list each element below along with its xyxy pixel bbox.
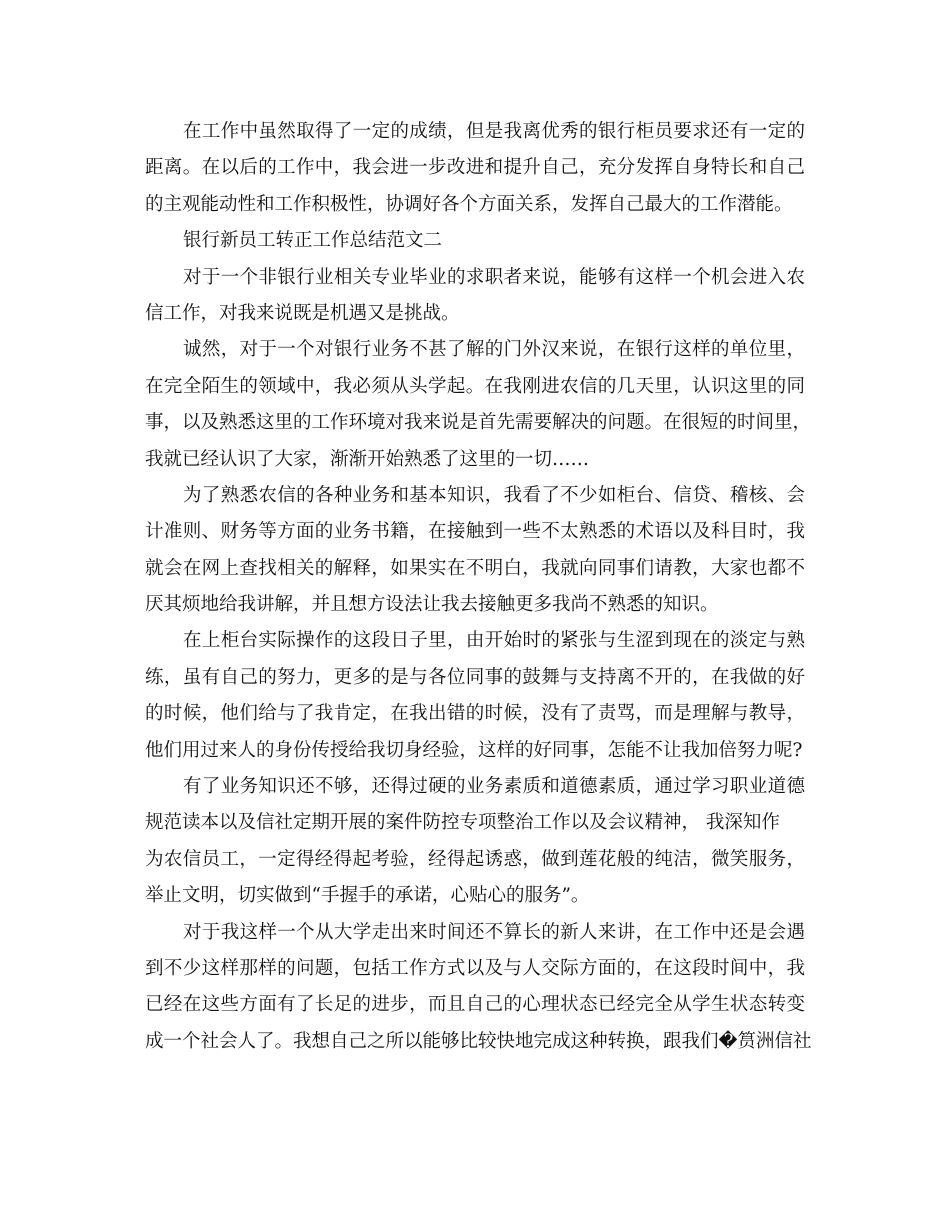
- section-heading: 银行新员工转正工作总结范文二: [183, 230, 443, 252]
- text-line: 的时候，他们给与了我肯定，在我出错的时候，没有了责骂，而是理解与教导，: [145, 703, 805, 725]
- text-line: 就会在网上查找相关的解释，如果实在不明白，我就向同事们请教，大家也都不: [145, 557, 805, 579]
- document-body: [145, 114, 812, 1060]
- text-line: 成一个社会人了。我想自己之所以能够比较快地完成这种转换，跟我们�筼洲信社: [145, 1030, 812, 1052]
- text-line: 为了熟悉农信的各种业务和基本知识，我看了不少如柜台、信贷、稽核、会: [183, 484, 805, 506]
- text-line: 对于我这样一个从大学走出来时间还不算长的新人来讲，在工作中还是会遇: [183, 921, 805, 943]
- text-line: 有了业务知识还不够，还得过硬的业务素质和道德素质，通过学习职业道德: [183, 776, 805, 798]
- text-line: 在上柜台实际操作的这段日子里，由开始时的紧张与生涩到现在的淡定与熟: [183, 630, 805, 652]
- text-line: 信工作，对我来说既是机遇又是挑战。: [145, 302, 460, 324]
- text-line: 规范读本以及信社定期开展的案件防控专项整治工作以及会议精神， 我深知作: [145, 812, 780, 834]
- text-line: 举止文明，切实做到“手握手的承诺，心贴心的服务”。: [145, 885, 590, 907]
- text-line: 计准则、财务等方面的业务书籍，在接触到一些不太熟悉的术语以及科目时，我: [145, 521, 805, 543]
- text-line: 已经在这些方面有了长足的进步，而且自己的心理状态已经完全从学生状态转变: [145, 994, 805, 1016]
- text-line: 的主观能动性和工作积极性，协调好各个方面关系，发挥自己最大的工作潜能。: [145, 193, 793, 215]
- text-line: 厌其烦地给我讲解，并且想方设法让我去接触更多我尚不熟悉的知识。: [145, 594, 719, 616]
- text-line: 为农信员工，一定得经得起考验，经得起诱惑，做到莲花般的纯洁，微笑服务，: [145, 848, 805, 870]
- text-line: 他们用过来人的身份传授给我切身经验，这样的好同事，怎能不让我加倍努力呢?: [145, 739, 803, 761]
- text-line: 练，虽有自己的努力，更多的是与各位同事的鼓舞与支持离不开的，在我做的好: [145, 666, 805, 688]
- text-line: 在完全陌生的领域中，我必须从头学起。在我刚进农信的几天里，认识这里的同: [145, 375, 805, 397]
- text-line: 诚然，对于一个对银行业务不甚了解的门外汉来说，在银行这样的单位里，: [183, 339, 805, 361]
- text-line: 到不少这样那样的问题，包括工作方式以及与人交际方面的，在这段时间中，我: [145, 957, 805, 979]
- text-line: 事，以及熟悉这里的工作环境对我来说是首先需要解决的问题。在很短的时间里，: [145, 412, 812, 434]
- text-line: 我就已经认识了大家，渐渐开始熟悉了这里的一切……: [145, 448, 590, 470]
- text-line: 距离。在以后的工作中，我会进一步改进和提升自己，充分发挥自身特长和自己: [145, 157, 805, 179]
- text-line: 在工作中虽然取得了一定的成绩，但是我离优秀的银行柜员要求还有一定的: [183, 121, 805, 142]
- text-line: 对于一个非银行业相关专业毕业的求职者来说，能够有这样一个机会进入农: [183, 266, 805, 288]
